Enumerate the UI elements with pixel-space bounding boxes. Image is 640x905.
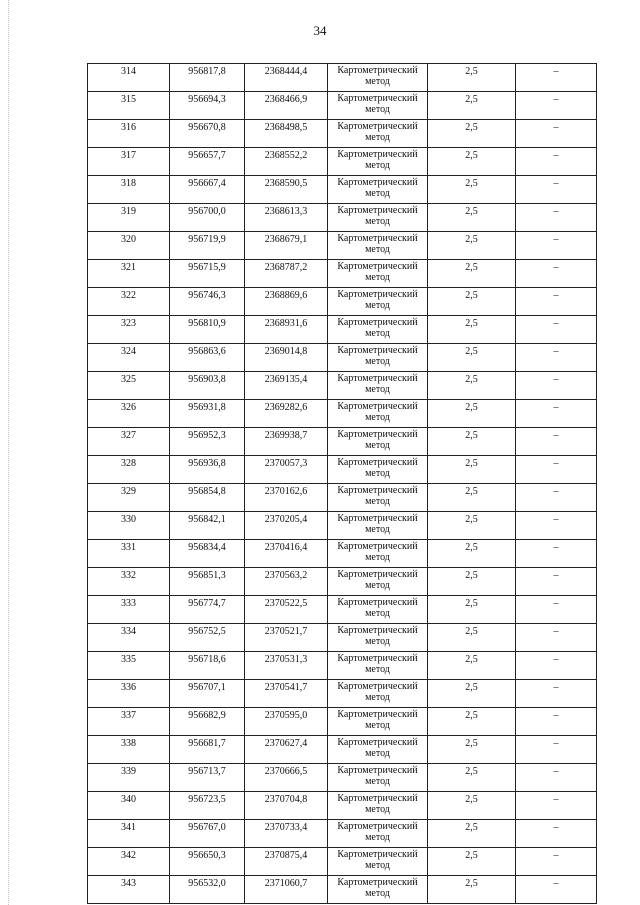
table-row	[88, 624, 597, 652]
point-number-cell: 323	[88, 316, 170, 344]
description-cell: –	[516, 176, 597, 204]
table-row	[88, 736, 597, 764]
description-cell: –	[516, 428, 597, 456]
point-number-cell: 321	[88, 260, 170, 288]
y-coordinate-cell: 2370875,4	[245, 848, 328, 876]
y-coordinate-cell: 2370627,4	[245, 736, 328, 764]
accuracy-cell: 2,5	[428, 92, 516, 120]
x-coordinate-cell: 956851,3	[170, 568, 245, 596]
method-cell: Картометрический метод	[328, 148, 428, 176]
x-coordinate-cell: 956854,8	[170, 484, 245, 512]
point-number-cell: 340	[88, 792, 170, 820]
x-coordinate-cell: 956903,8	[170, 372, 245, 400]
x-coordinate-cell: 956746,3	[170, 288, 245, 316]
table-row	[88, 596, 597, 624]
accuracy-cell: 2,5	[428, 764, 516, 792]
description-cell: –	[516, 876, 597, 904]
method-cell: Картометрический метод	[328, 456, 428, 484]
point-number-cell: 332	[88, 568, 170, 596]
description-cell: –	[516, 680, 597, 708]
point-number-cell: 320	[88, 232, 170, 260]
point-number-cell: 333	[88, 596, 170, 624]
description-cell: –	[516, 456, 597, 484]
y-coordinate-cell: 2368466,9	[245, 92, 328, 120]
accuracy-cell: 2,5	[428, 708, 516, 736]
table-row	[88, 344, 597, 372]
description-cell: –	[516, 288, 597, 316]
point-number-cell: 315	[88, 92, 170, 120]
description-cell: –	[516, 260, 597, 288]
table-row	[88, 372, 597, 400]
accuracy-cell: 2,5	[428, 176, 516, 204]
table-row	[88, 708, 597, 736]
method-cell: Картометрический метод	[328, 596, 428, 624]
accuracy-cell: 2,5	[428, 148, 516, 176]
accuracy-cell: 2,5	[428, 456, 516, 484]
description-cell: –	[516, 484, 597, 512]
accuracy-cell: 2,5	[428, 652, 516, 680]
table-row	[88, 456, 597, 484]
accuracy-cell: 2,5	[428, 680, 516, 708]
accuracy-cell: 2,5	[428, 64, 516, 92]
table-body	[88, 64, 597, 904]
accuracy-cell: 2,5	[428, 848, 516, 876]
x-coordinate-cell: 956532,0	[170, 876, 245, 904]
table-row	[88, 120, 597, 148]
accuracy-cell: 2,5	[428, 260, 516, 288]
accuracy-cell: 2,5	[428, 428, 516, 456]
accuracy-cell: 2,5	[428, 288, 516, 316]
y-coordinate-cell: 2369135,4	[245, 372, 328, 400]
method-cell: Картометрический метод	[328, 820, 428, 848]
point-number-cell: 314	[88, 64, 170, 92]
accuracy-cell: 2,5	[428, 736, 516, 764]
x-coordinate-cell: 956681,7	[170, 736, 245, 764]
description-cell: –	[516, 596, 597, 624]
table-row	[88, 764, 597, 792]
y-coordinate-cell: 2370522,5	[245, 596, 328, 624]
point-number-cell: 319	[88, 204, 170, 232]
x-coordinate-cell: 956931,8	[170, 400, 245, 428]
table-row	[88, 876, 597, 904]
accuracy-cell: 2,5	[428, 204, 516, 232]
y-coordinate-cell: 2368931,6	[245, 316, 328, 344]
method-cell: Картометрический метод	[328, 176, 428, 204]
point-number-cell: 326	[88, 400, 170, 428]
y-coordinate-cell: 2371060,7	[245, 876, 328, 904]
method-cell: Картометрический метод	[328, 204, 428, 232]
point-number-cell: 325	[88, 372, 170, 400]
method-cell: Картометрический метод	[328, 92, 428, 120]
x-coordinate-cell: 956650,3	[170, 848, 245, 876]
y-coordinate-cell: 2370162,6	[245, 484, 328, 512]
description-cell: –	[516, 540, 597, 568]
y-coordinate-cell: 2368498,5	[245, 120, 328, 148]
point-number-cell: 335	[88, 652, 170, 680]
table-row	[88, 652, 597, 680]
method-cell: Картометрический метод	[328, 736, 428, 764]
table-row	[88, 568, 597, 596]
y-coordinate-cell: 2368590,5	[245, 176, 328, 204]
method-cell: Картометрический метод	[328, 260, 428, 288]
method-cell: Картометрический метод	[328, 344, 428, 372]
point-number-cell: 343	[88, 876, 170, 904]
description-cell: –	[516, 820, 597, 848]
accuracy-cell: 2,5	[428, 596, 516, 624]
accuracy-cell: 2,5	[428, 316, 516, 344]
table-row	[88, 288, 597, 316]
y-coordinate-cell: 2370205,4	[245, 512, 328, 540]
method-cell: Картометрический метод	[328, 764, 428, 792]
table-row	[88, 92, 597, 120]
point-number-cell: 324	[88, 344, 170, 372]
x-coordinate-cell: 956715,9	[170, 260, 245, 288]
method-cell: Картометрический метод	[328, 708, 428, 736]
point-number-cell: 316	[88, 120, 170, 148]
description-cell: –	[516, 764, 597, 792]
y-coordinate-cell: 2370416,4	[245, 540, 328, 568]
accuracy-cell: 2,5	[428, 876, 516, 904]
accuracy-cell: 2,5	[428, 232, 516, 260]
point-number-cell: 322	[88, 288, 170, 316]
method-cell: Картометрический метод	[328, 512, 428, 540]
description-cell: –	[516, 848, 597, 876]
point-number-cell: 329	[88, 484, 170, 512]
table-row	[88, 204, 597, 232]
point-number-cell: 341	[88, 820, 170, 848]
description-cell: –	[516, 204, 597, 232]
y-coordinate-cell: 2370057,3	[245, 456, 328, 484]
y-coordinate-cell: 2370733,4	[245, 820, 328, 848]
x-coordinate-cell: 956810,9	[170, 316, 245, 344]
x-coordinate-cell: 956834,4	[170, 540, 245, 568]
description-cell: –	[516, 400, 597, 428]
method-cell: Картометрический метод	[328, 652, 428, 680]
table-row	[88, 428, 597, 456]
description-cell: –	[516, 344, 597, 372]
method-cell: Картометрический метод	[328, 372, 428, 400]
x-coordinate-cell: 956936,8	[170, 456, 245, 484]
point-number-cell: 328	[88, 456, 170, 484]
x-coordinate-cell: 956657,7	[170, 148, 245, 176]
y-coordinate-cell: 2368552,2	[245, 148, 328, 176]
y-coordinate-cell: 2370595,0	[245, 708, 328, 736]
x-coordinate-cell: 956700,0	[170, 204, 245, 232]
description-cell: –	[516, 64, 597, 92]
table-row	[88, 820, 597, 848]
scan-margin-line	[8, 0, 10, 905]
point-number-cell: 338	[88, 736, 170, 764]
x-coordinate-cell: 956713,7	[170, 764, 245, 792]
method-cell: Картометрический метод	[328, 484, 428, 512]
y-coordinate-cell: 2369282,6	[245, 400, 328, 428]
table-row	[88, 848, 597, 876]
description-cell: –	[516, 792, 597, 820]
coordinates-table	[87, 63, 597, 904]
table-row	[88, 792, 597, 820]
x-coordinate-cell: 956667,4	[170, 176, 245, 204]
description-cell: –	[516, 624, 597, 652]
table-row	[88, 64, 597, 92]
method-cell: Картометрический метод	[328, 428, 428, 456]
x-coordinate-cell: 956752,5	[170, 624, 245, 652]
y-coordinate-cell: 2370666,5	[245, 764, 328, 792]
description-cell: –	[516, 120, 597, 148]
point-number-cell: 336	[88, 680, 170, 708]
accuracy-cell: 2,5	[428, 568, 516, 596]
accuracy-cell: 2,5	[428, 624, 516, 652]
table-row	[88, 148, 597, 176]
table-row	[88, 316, 597, 344]
method-cell: Картометрический метод	[328, 568, 428, 596]
y-coordinate-cell: 2369014,8	[245, 344, 328, 372]
table-row	[88, 232, 597, 260]
accuracy-cell: 2,5	[428, 820, 516, 848]
method-cell: Картометрический метод	[328, 288, 428, 316]
x-coordinate-cell: 956719,9	[170, 232, 245, 260]
accuracy-cell: 2,5	[428, 400, 516, 428]
method-cell: Картометрический метод	[328, 624, 428, 652]
method-cell: Картометрический метод	[328, 792, 428, 820]
method-cell: Картометрический метод	[328, 232, 428, 260]
x-coordinate-cell: 956842,1	[170, 512, 245, 540]
y-coordinate-cell: 2370541,7	[245, 680, 328, 708]
table-row	[88, 512, 597, 540]
accuracy-cell: 2,5	[428, 512, 516, 540]
x-coordinate-cell: 956670,8	[170, 120, 245, 148]
point-number-cell: 342	[88, 848, 170, 876]
point-number-cell: 334	[88, 624, 170, 652]
method-cell: Картометрический метод	[328, 316, 428, 344]
x-coordinate-cell: 956774,7	[170, 596, 245, 624]
method-cell: Картометрический метод	[328, 876, 428, 904]
point-number-cell: 339	[88, 764, 170, 792]
point-number-cell: 331	[88, 540, 170, 568]
description-cell: –	[516, 372, 597, 400]
accuracy-cell: 2,5	[428, 540, 516, 568]
method-cell: Картометрический метод	[328, 680, 428, 708]
description-cell: –	[516, 92, 597, 120]
point-number-cell: 318	[88, 176, 170, 204]
x-coordinate-cell: 956682,9	[170, 708, 245, 736]
point-number-cell: 327	[88, 428, 170, 456]
y-coordinate-cell: 2368787,2	[245, 260, 328, 288]
description-cell: –	[516, 568, 597, 596]
method-cell: Картометрический метод	[328, 64, 428, 92]
point-number-cell: 337	[88, 708, 170, 736]
description-cell: –	[516, 232, 597, 260]
table-row	[88, 680, 597, 708]
table-row	[88, 260, 597, 288]
accuracy-cell: 2,5	[428, 120, 516, 148]
method-cell: Картометрический метод	[328, 848, 428, 876]
description-cell: –	[516, 512, 597, 540]
page-number: 34	[313, 23, 327, 38]
description-cell: –	[516, 736, 597, 764]
y-coordinate-cell: 2368679,1	[245, 232, 328, 260]
description-cell: –	[516, 708, 597, 736]
table-row	[88, 540, 597, 568]
accuracy-cell: 2,5	[428, 372, 516, 400]
description-cell: –	[516, 652, 597, 680]
method-cell: Картометрический метод	[328, 120, 428, 148]
y-coordinate-cell: 2370704,8	[245, 792, 328, 820]
x-coordinate-cell: 956707,1	[170, 680, 245, 708]
x-coordinate-cell: 956694,3	[170, 92, 245, 120]
method-cell: Картометрический метод	[328, 400, 428, 428]
x-coordinate-cell: 956952,3	[170, 428, 245, 456]
accuracy-cell: 2,5	[428, 792, 516, 820]
description-cell: –	[516, 148, 597, 176]
method-cell: Картометрический метод	[328, 540, 428, 568]
y-coordinate-cell: 2368444,4	[245, 64, 328, 92]
table-row	[88, 484, 597, 512]
x-coordinate-cell: 956767,0	[170, 820, 245, 848]
table-row	[88, 400, 597, 428]
table-row	[88, 176, 597, 204]
y-coordinate-cell: 2370563,2	[245, 568, 328, 596]
x-coordinate-cell: 956817,8	[170, 64, 245, 92]
y-coordinate-cell: 2369938,7	[245, 428, 328, 456]
x-coordinate-cell: 956718,6	[170, 652, 245, 680]
y-coordinate-cell: 2370531,3	[245, 652, 328, 680]
accuracy-cell: 2,5	[428, 344, 516, 372]
accuracy-cell: 2,5	[428, 484, 516, 512]
point-number-cell: 317	[88, 148, 170, 176]
description-cell: –	[516, 316, 597, 344]
y-coordinate-cell: 2368869,6	[245, 288, 328, 316]
y-coordinate-cell: 2368613,3	[245, 204, 328, 232]
x-coordinate-cell: 956863,6	[170, 344, 245, 372]
point-number-cell: 330	[88, 512, 170, 540]
y-coordinate-cell: 2370521,7	[245, 624, 328, 652]
x-coordinate-cell: 956723,5	[170, 792, 245, 820]
